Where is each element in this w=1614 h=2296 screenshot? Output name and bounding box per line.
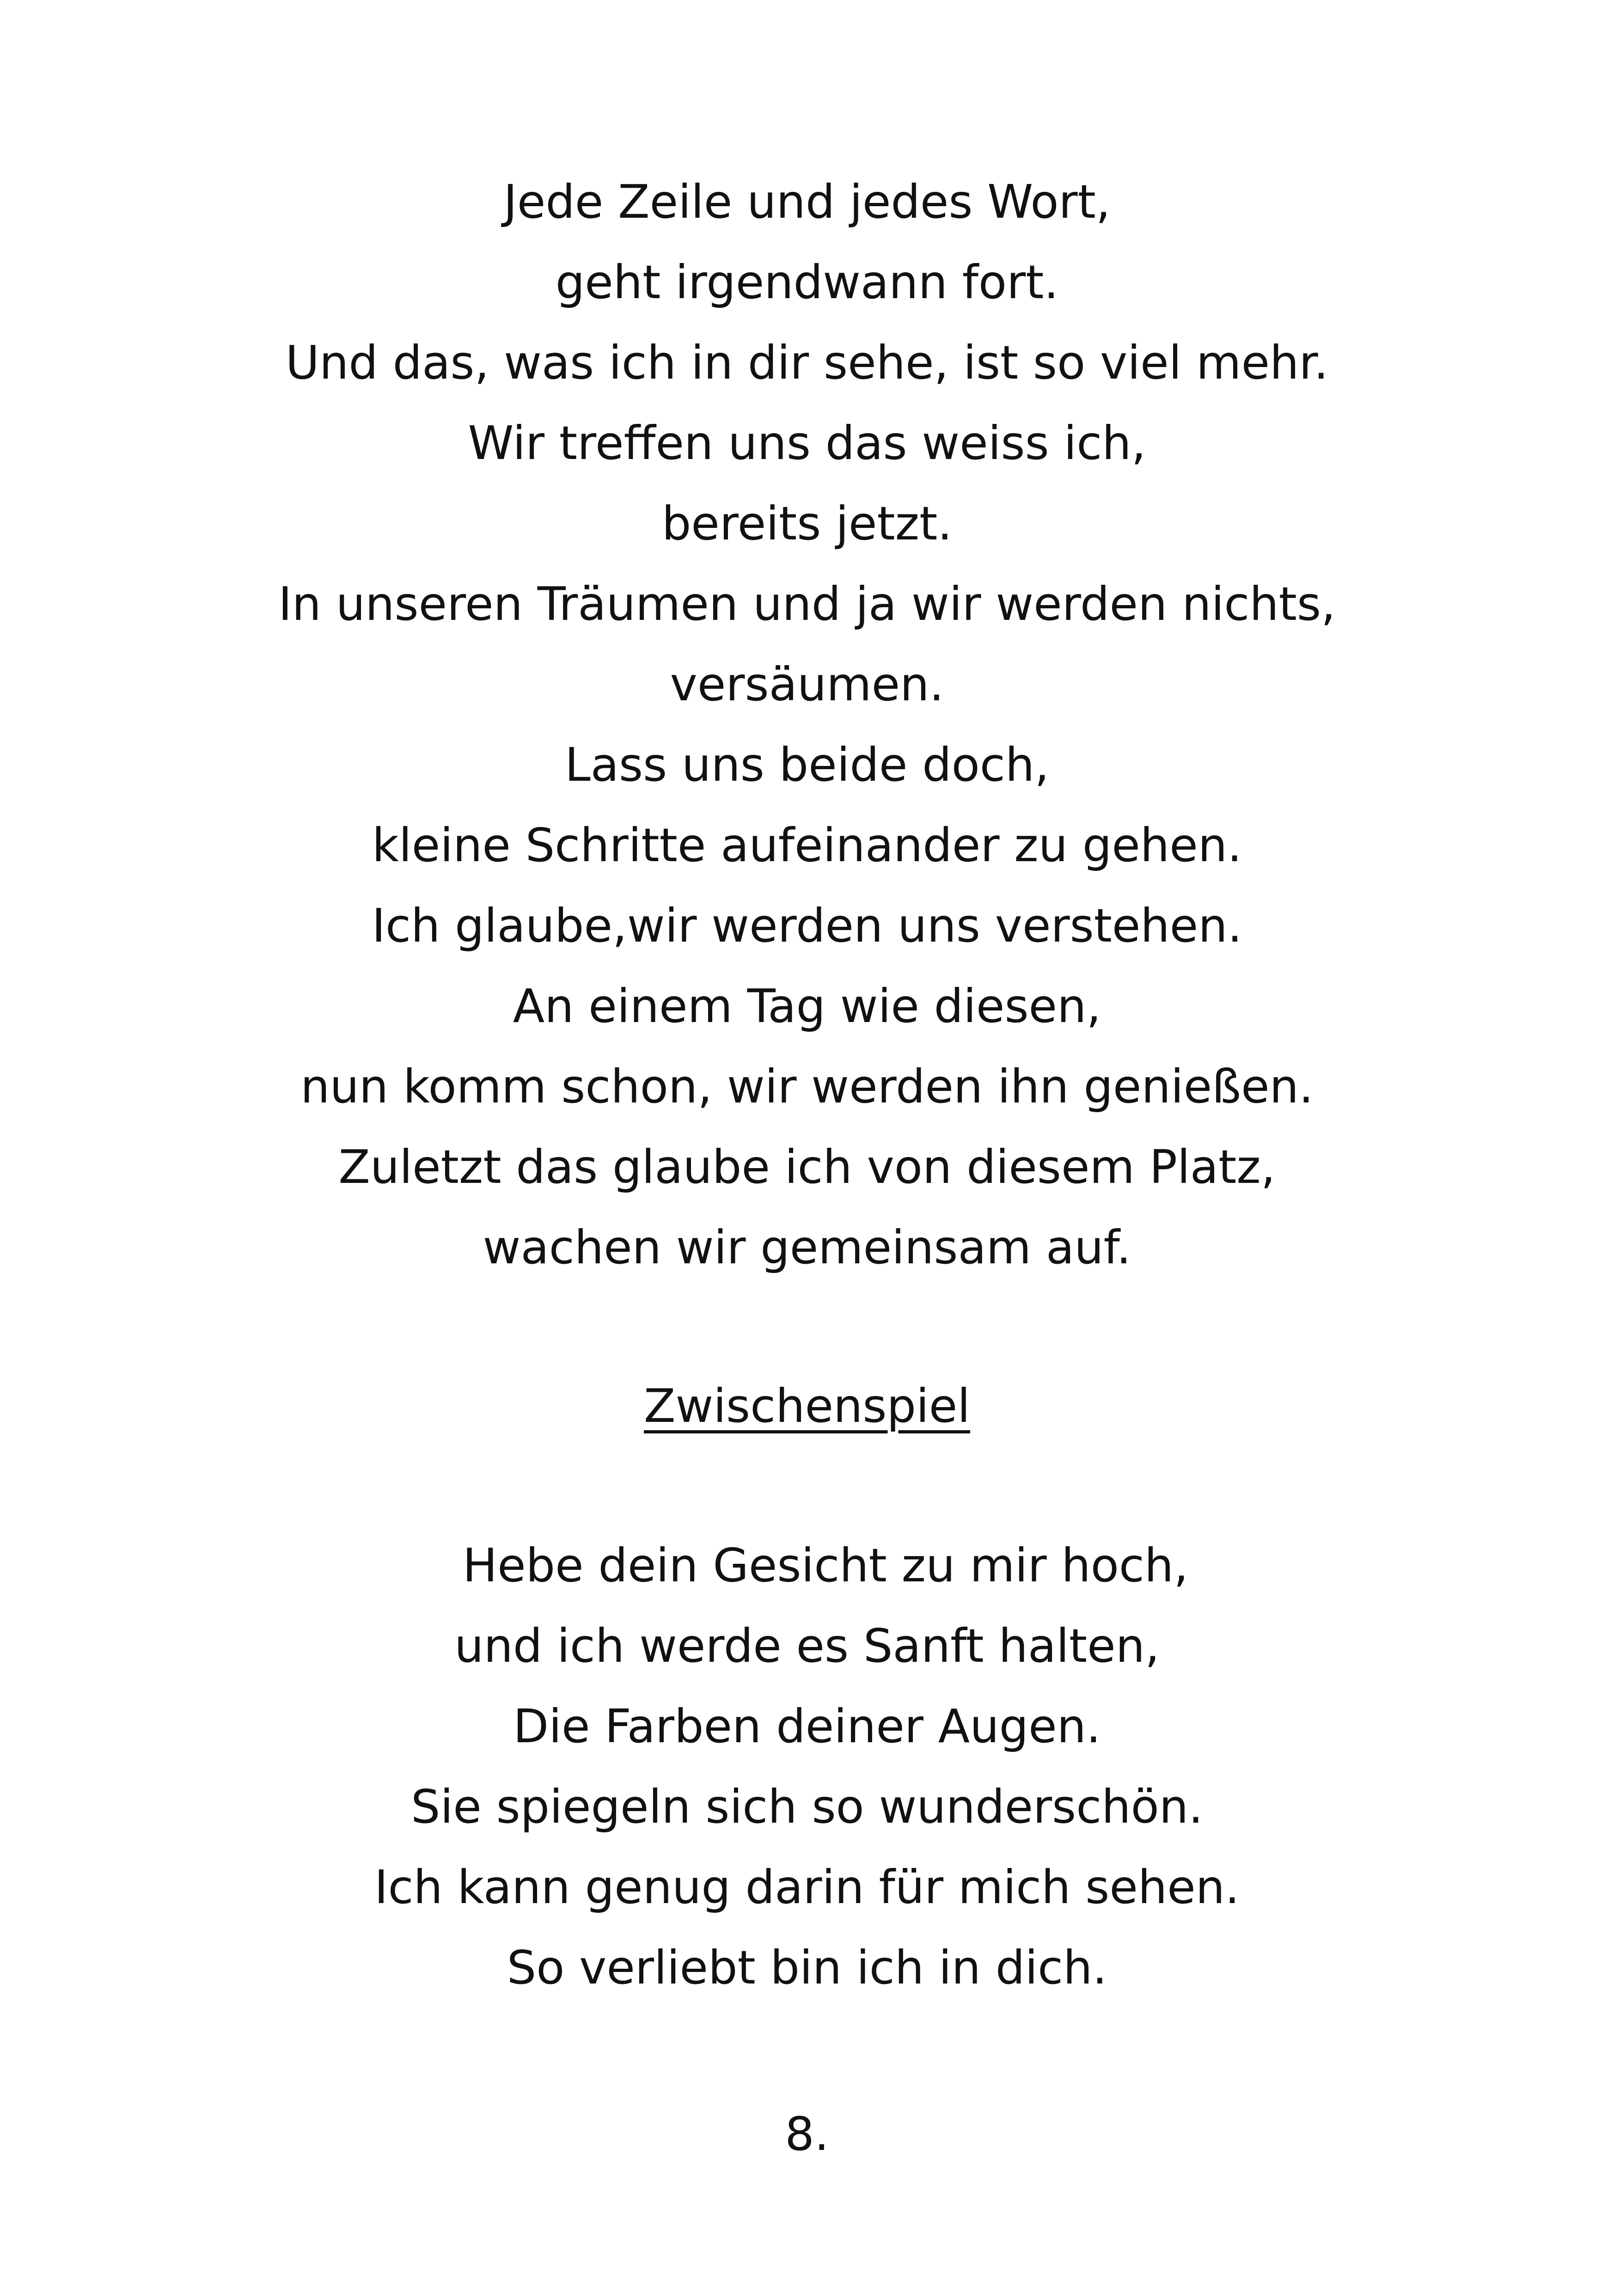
poem-line: Ich glaube,wir werden uns verstehen.: [372, 899, 1242, 953]
poem-line: Und das, was ich in dir sehe, ist so viel mehr.: [285, 336, 1329, 390]
poem-line: wachen wir gemeinsam auf.: [483, 1220, 1131, 1274]
poem-line: Zuletzt das glaube ich von diesem Platz,: [338, 1140, 1276, 1194]
section-heading: [0, 1366, 1614, 1446]
poem-line: Ich kann genug darin für mich sehen.: [374, 1860, 1240, 1914]
poem-line: Wir treffen uns das weiss ich,: [468, 416, 1146, 470]
poem-line: Jede Zeile und jedes Wort,: [503, 175, 1111, 229]
poem-line: In unseren Träumen und ja wir werden nichts,: [278, 577, 1336, 631]
stanza-1: [0, 162, 1614, 1288]
poem-line: An einem Tag wie diesen,: [513, 979, 1101, 1033]
poem-line: und ich werde es Sanft halten,: [454, 1619, 1160, 1673]
poem-line: kleine Schritte aufeinander zu gehen.: [372, 818, 1242, 872]
poem-line: Die Farben deiner Augen.: [513, 1699, 1101, 1753]
poem-line: Lass uns beide doch,: [565, 738, 1049, 792]
poem-line: versäumen.: [670, 657, 944, 711]
section-heading-text: Zwischenspiel: [643, 1379, 971, 1433]
page-number: 8.: [785, 2107, 829, 2161]
poem-line: So verliebt bin ich in dich.: [507, 1941, 1107, 1995]
poem-line: Sie spiegeln sich so wunderschön.: [411, 1780, 1203, 1834]
poem-line: Hebe dein Gesicht zu mir hoch,: [462, 1538, 1189, 1592]
poem-line: bereits jetzt.: [661, 496, 953, 551]
poem-line: geht irgendwann fort.: [555, 255, 1059, 309]
poem-line: nun komm schon, wir werden ihn genießen.: [300, 1059, 1314, 1114]
stanza-2: [0, 1525, 1614, 2008]
